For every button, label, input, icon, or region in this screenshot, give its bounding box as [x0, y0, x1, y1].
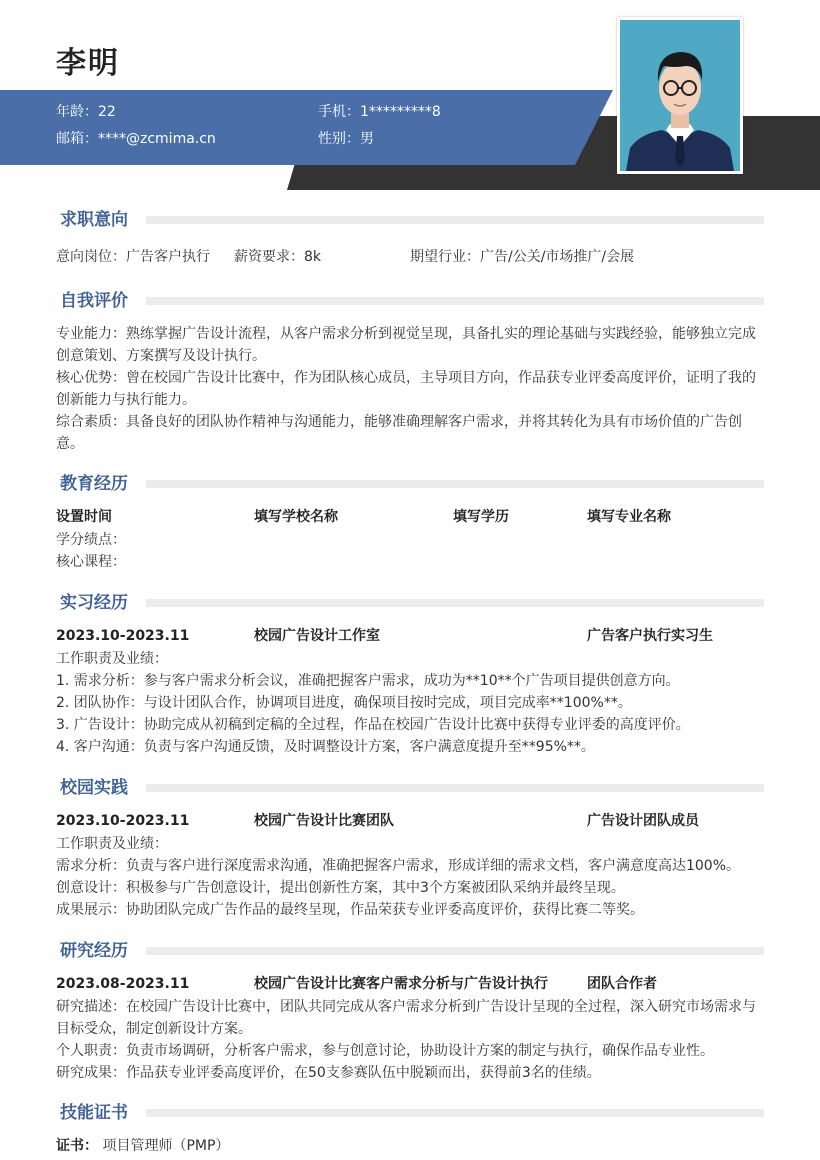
internship-org: 校园广告设计工作室: [254, 628, 380, 644]
section-campus: [56, 776, 764, 800]
self-line: 专业能力：熟练掌握广告设计流程，从客户需求分析到视觉呈现，具备扎实的理论基础与实践经验，能够独立完成: [56, 326, 756, 342]
profile-photo-frame: [617, 17, 743, 174]
section-divider: [146, 297, 764, 305]
self-line: 创意策划、方案撰写及设计执行。: [56, 348, 266, 364]
candidate-name: 李明: [56, 46, 120, 81]
internship-role: 广告客户执行实习生: [587, 628, 713, 644]
education-degree: 填写学历: [453, 509, 509, 525]
section-self-evaluation: [56, 289, 764, 313]
research-time: 2023.08-2023.11: [56, 976, 190, 992]
research-line: 研究描述：在校园广告设计比赛中，团队共同完成从客户需求分析到广告设计呈现的全过程，深入研究市场需求与: [56, 999, 756, 1015]
campus-role: 广告设计团队成员: [587, 813, 699, 829]
age-info: 年龄：22: [56, 104, 116, 120]
internship-line: 工作职责及业绩：: [56, 651, 168, 667]
cert-label: 证书：: [56, 1138, 98, 1154]
education-school: 填写学校名称: [254, 509, 338, 525]
campus-org: 校园广告设计比赛团队: [254, 813, 394, 829]
section-title: 实习经历: [60, 591, 138, 615]
internship-line: 3. 广告设计：协助完成从初稿到定稿的全过程，作品在校园广告设计比赛中获得专业评委的高度评价。: [56, 717, 690, 733]
internship-line: 2. 团队协作：与设计团队合作，协调项目进度，确保项目按时完成，项目完成率**100%**。: [56, 695, 632, 711]
section-divider: [146, 599, 764, 607]
intent-industry: 期望行业：广告/公关/市场推广/会展: [410, 249, 635, 265]
email-info: 邮箱：****@zcmima.cn: [56, 131, 216, 147]
internship-time: 2023.10-2023.11: [56, 628, 190, 644]
section-divider: [146, 947, 764, 955]
section-internship: [56, 591, 764, 615]
section-title: 研究经历: [60, 939, 138, 963]
cert-value: 项目管理师（PMP）: [102, 1138, 230, 1154]
section-title: 技能证书: [60, 1101, 138, 1125]
profile-photo: [620, 20, 740, 171]
section-divider: [146, 216, 764, 224]
self-line: 核心优势：曾在校园广告设计比赛中，作为团队核心成员，主导项目方向，作品获专业评委高度评价，证明了我的: [56, 370, 756, 386]
self-line: 意。: [56, 436, 84, 452]
portrait-illustration: [620, 20, 740, 171]
campus-line: 需求分析：负责与客户进行深度需求沟通，准确把握客户需求，形成详细的需求文档，客户满意度高达100%。: [56, 858, 741, 874]
section-title: 校园实践: [60, 776, 138, 800]
gender-info: 性别：男: [318, 131, 374, 147]
campus-time: 2023.10-2023.11: [56, 813, 190, 829]
research-line: 个人职责：负责市场调研，分析客户需求，参与创意讨论，协助设计方案的制定与执行，确保作品专业性。: [56, 1043, 714, 1059]
intent-salary: 薪资要求：8k: [234, 249, 322, 265]
section-skills: [56, 1101, 764, 1125]
section-title: 教育经历: [60, 472, 138, 496]
self-line: 综合素质：具备良好的团队协作精神与沟通能力，能够准确理解客户需求，并将其转化为具有市场价值的广告创: [56, 414, 742, 430]
section-research: [56, 939, 764, 963]
education-courses: 核心课程：: [56, 554, 126, 570]
education-gpa: 学分绩点：: [56, 532, 126, 548]
campus-line: 工作职责及业绩：: [56, 836, 168, 852]
section-intent: [56, 208, 764, 232]
research-org: 校园广告设计比赛客户需求分析与广告设计执行: [254, 976, 548, 992]
section-title: 求职意向: [60, 208, 138, 232]
section-divider: [146, 480, 764, 488]
campus-line: 成果展示：协助团队完成广告作品的最终呈现，作品荣获专业评委高度评价，获得比赛二等奖。: [56, 902, 644, 918]
section-education: [56, 472, 764, 496]
phone-info: 手机：1*********8: [318, 104, 441, 120]
campus-line: 创意设计：积极参与广告创意设计，提出创新性方案，其中3个方案被团队采纳并最终呈现。: [56, 880, 625, 896]
section-divider: [146, 784, 764, 792]
education-major: 填写专业名称: [587, 509, 671, 525]
internship-line: 4. 客户沟通：负责与客户沟通反馈，及时调整设计方案，客户满意度提升至**95%**。: [56, 739, 595, 755]
section-title: 自我评价: [60, 289, 138, 313]
research-line: 目标受众，制定创新设计方案。: [56, 1021, 252, 1037]
self-line: 创新能力与执行能力。: [56, 392, 196, 408]
research-role: 团队合作者: [587, 976, 657, 992]
internship-line: 1. 需求分析：参与客户需求分析会议，准确把握客户需求，成功为**10**个广告项目提供创意方向。: [56, 673, 680, 689]
skills-cert-row: [56, 1135, 766, 1157]
education-time: 设置时间: [56, 509, 112, 525]
intent-position: 意向岗位：广告客户执行: [56, 249, 210, 265]
research-line: 研究成果：作品获专业评委高度评价，在50支参赛队伍中脱颖而出，获得前3名的佳绩。: [56, 1065, 601, 1081]
section-divider: [146, 1109, 764, 1117]
